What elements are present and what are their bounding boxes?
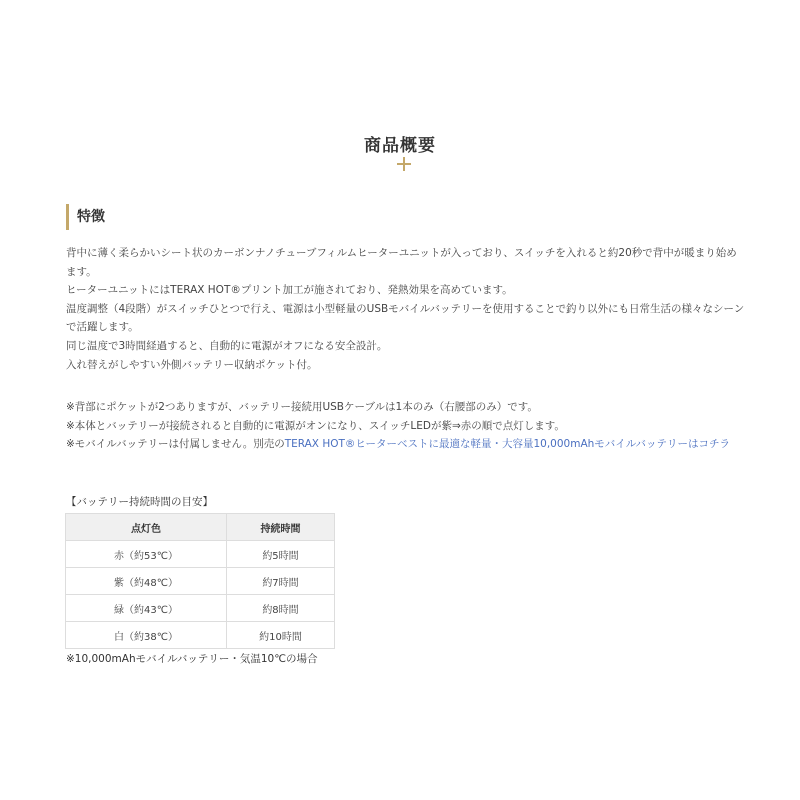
cell-light-color: 白（約38℃） <box>66 622 227 649</box>
feature-paragraph: 入れ替えがしやすい外側バッテリー収納ポケット付。 <box>66 358 318 371</box>
cell-duration: 約5時間 <box>227 541 335 568</box>
cell-duration: 約8時間 <box>227 595 335 622</box>
features-description <box>66 244 746 374</box>
cell-duration: 約10時間 <box>227 622 335 649</box>
table-header-row <box>66 514 335 541</box>
cell-light-color: 赤（約53℃） <box>66 541 227 568</box>
notes <box>66 398 746 454</box>
table-row <box>66 541 335 568</box>
section-title: 商品概要 <box>364 136 436 156</box>
feature-paragraph: 温度調整（4段階）がスイッチひとつで行え、電源は小型軽量のUSBモバイルバッテリーを使用することで釣り以外にも日常生活の様々なシーンで活躍します。 <box>66 302 745 334</box>
table-row <box>66 595 335 622</box>
features-heading: 特徴 <box>66 204 105 230</box>
note-led: ※本体とバッテリーが接続されると自動的に電源がオンになり、スイッチLEDが紫⇒赤の順で点灯します。 <box>66 419 565 432</box>
table-caption: 【バッテリー持続時間の目安】 <box>66 496 213 508</box>
feature-paragraph: 同じ温度で3時間経過すると、自動的に電源がオフになる安全設計。 <box>66 339 388 352</box>
note-pocket: ※背部にポケットが2つありますが、バッテリー接続用USBケーブルは1本のみ（右腰部のみ）です。 <box>66 401 538 413</box>
cell-light-color: 緑（約43℃） <box>66 595 227 622</box>
table-footnote: ※10,000mAhモバイルバッテリー・気温10℃の場合 <box>66 653 318 665</box>
cell-duration: 約7時間 <box>227 568 335 595</box>
table-row <box>66 622 335 649</box>
table-row <box>66 568 335 595</box>
column-header-duration: 持続時間 <box>227 514 335 541</box>
feature-paragraph: 背中に薄く柔らかいシート状のカーボンナノチューブフィルムヒーターユニットが入っており、スイッチを入れると約20秒で背中が暖まり始めます。 <box>66 247 737 278</box>
battery-product-link[interactable]: TERAX HOT®ヒーターベストに最適な軽量・大容量10,000mAhモバイルバッテリーはコチラ <box>284 438 731 451</box>
feature-paragraph: ヒーターユニットにはTERAX HOT®プリント加工が施されており、発熱効果を高めています。 <box>66 284 513 297</box>
column-header-color: 点灯色 <box>66 514 227 541</box>
note-battery-text: ※モバイルバッテリーは付属しません。別売の <box>66 438 285 451</box>
cell-light-color: 紫（約48℃） <box>66 568 227 595</box>
plus-icon <box>396 156 412 172</box>
note-battery <box>66 435 746 454</box>
battery-duration-table <box>65 513 335 649</box>
